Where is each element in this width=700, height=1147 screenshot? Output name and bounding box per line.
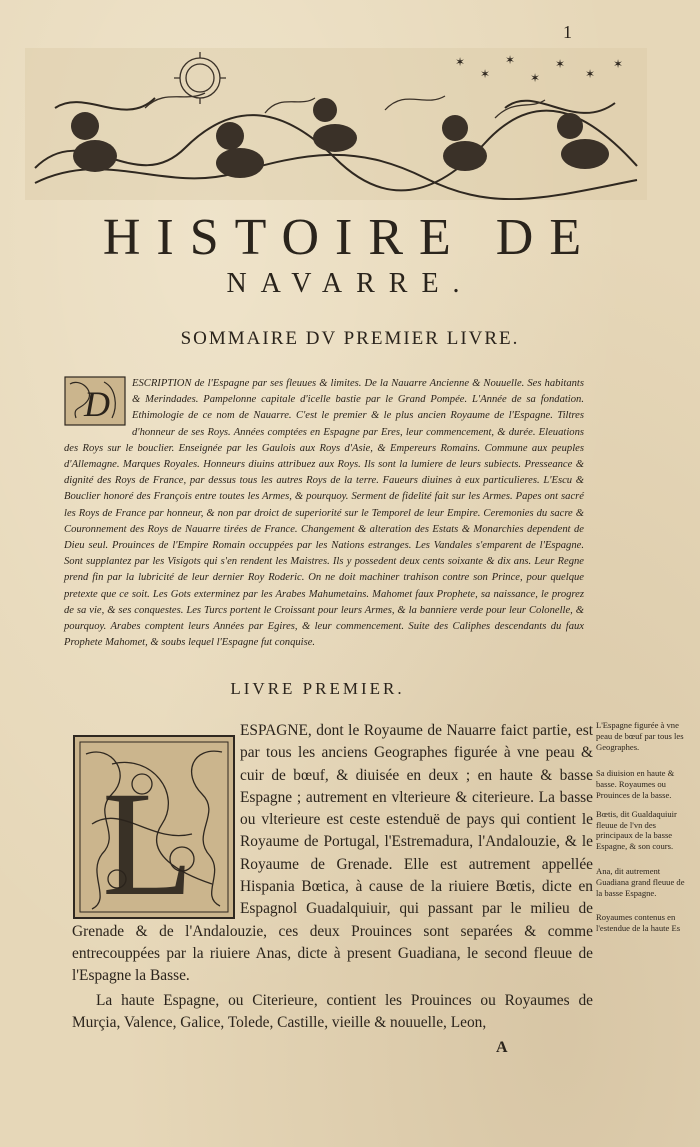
svg-text:✶: ✶ [455, 55, 466, 69]
signature-mark: A [496, 1039, 508, 1056]
page-title: HISTOIRE DE [102, 209, 598, 266]
engraved-cherubs-headpiece-icon [25, 48, 647, 200]
margin-note: L'Espagne figurée à vne peau de bœuf par tous les Geographes. [596, 720, 684, 752]
summary-text: ESCRIPTION de l'Espagne par ses fleuues & limites. De la Nauarre Ancienne & Nouuelle. Ses habitants & Merindades. Pampelonne capitale d'icelle bastie par le Grand Pompée. L'Année de sa fondation. Ethimologie de ce nom de Nauarre. C'est le premier & le plus ancien Royaume de l'Espagne. Tiltres d'honneur de ses Roys. Années comptées en Espagne par Eres, leur commencement, & durée. Eleuations des Roys sur le bouclier. Enseignée par les Gaulois aux Roys d'Asie, & Empereurs Romains. Commune aux peuples d'Allemagne. Marques Royales. Honneurs diuins attribuez aux Roys. Ils sont la lumiere de leurs subiects. Presseance & dignité des Roys de France, par dessus tous les autres Roys de la terre. Faueurs diuines à eux particulieres. L'Escu & Bouclier honoré des François entre toutes les Armes, & pourquoy. Serment de fidelité fait sur les Armes. Papes ont sacré les Roys de France par honneur, & non par droict de superiorité sur le Temporel de leur Empire. Ceremonies du sacre & Couronnement des Roys de Nauarre tirées de France. Changement & alteration des Estats & Monarchies dependent de Dieu seul. Prouinces de l'Empire Romain occuppées par les Nations estranges. Les Vandales s'emparent de l'Espagne. Sont supplantez par les Visigots qui s'en rendent les Maistres. Ils y possedent deux cents soixante & dix ans. Leur Regne prend fin par la lubricité de leur dernier Roy Roderic. On ne doit machiner trahison contre son Prince, pour quelque pretexte que ce soit. Les Gots exterminez par les Arabes Mahumetains. Mahomet faux Prophete, sa naissance, le progrez de sa vie, & ses conquestes. Les Turcs portent le Croissant pour leurs Armes, & la banniere verde pour leur Colonelle, & pourquoy. Arabes comptent leurs Années par Egires, & leur commencement. Suite des Caliphes descendants du faux Prophete Mahomet, & soubs lequel l'Espagne fut conquise. [64, 378, 584, 649]
svg-text:✶: ✶ [480, 67, 491, 81]
decorated-initial-D-icon [64, 376, 126, 426]
margin-note: Royaumes contenus en l'estendue de la haute Es [596, 912, 681, 934]
svg-text:L: L [102, 761, 194, 920]
body-paragraph-2: La haute Espagne, ou Citerieure, contient les Prouinces ou Royaumes de Murçia, Valence, Galice, Tolede, Castille, vieille & nouuelle, Leon, [72, 991, 593, 1031]
margin-note: Sa diuision en haute & basse. Royaumes ou Prouinces de la basse. [596, 768, 675, 800]
summary-block [64, 376, 584, 651]
summary-heading: SOMMAIRE DV PREMIER LIVRE. [180, 328, 520, 349]
svg-text:✶: ✶ [505, 53, 516, 67]
svg-text:D: D [84, 384, 110, 424]
body-paragraph-1: ESPAGNE, dont le Royaume de Nauarre faict partie, est par tous les anciens Geographes figurée à vne peau & cuir de bœuf, & diuisée en deux ; en haute & basse Espagne ; autrement en vlterieure & citerieure. La basse ou vlterieure est ceste estenduë de pays qui contient le Royaume de Portugal, l'Estremadura, l'Andalouzie, & le Royaume de Grenade. Elle est autrement appellée Hispania Bœtica, à cause de la riuiere Bœtis, dicte en Espagnol Guadalquiuir, qui passant par le milieu de Grenade & de l'Andalouzie, ces deux Prouinces sont separées & comme entrecouppées par la riuiere Anas, dicte à present Guadiana, le second fleuue de l'Espagne la Basse. [72, 722, 593, 985]
margin-notes [596, 720, 688, 942]
chapter-body [72, 720, 593, 1034]
svg-text:✶: ✶ [613, 57, 624, 71]
svg-text:✶: ✶ [555, 57, 566, 71]
margin-note: Ana, dit autrement Guadiana grand fleuue de la basse Espagne. [596, 865, 685, 898]
page-number: 1 [563, 22, 572, 42]
chapter-heading: LIVRE PREMIER. [230, 679, 405, 698]
svg-text:✶: ✶ [530, 71, 541, 85]
svg-text:✶: ✶ [585, 67, 596, 81]
margin-note: Bœtis, dit Gualdaquiuir fleuue de l'vn des principaux de la basse Espagne, & son cours. [596, 808, 677, 852]
page-subtitle: NAVARRE. [226, 268, 474, 299]
